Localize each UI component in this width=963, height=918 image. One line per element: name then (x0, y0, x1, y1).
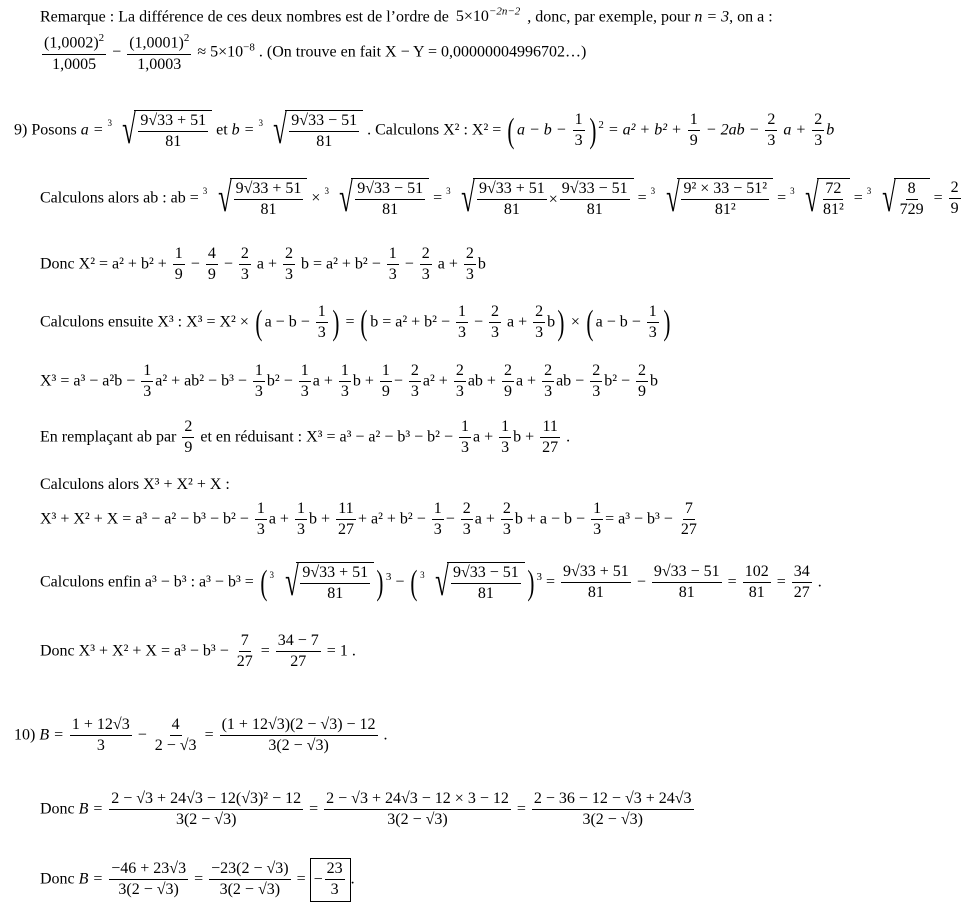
num: 1 (499, 418, 511, 438)
num: 7 (239, 632, 251, 652)
f1-num: (1,0002) (44, 34, 99, 52)
remarque-intro: Remarque : La différence de ces deux nombres est de l’ordre de (40, 8, 449, 26)
num: 9² × 33 − 51² (681, 180, 769, 200)
b-eq: B = (78, 870, 104, 888)
x2-inner: a − b − (595, 313, 641, 331)
calc-x3: Calculons ensuite X³ : X³ = X² × (40, 313, 249, 331)
den: 3 (254, 383, 263, 401)
den: 81² (714, 201, 736, 219)
den: 9 (950, 200, 959, 218)
den: 3 (300, 383, 309, 401)
den: 3 (457, 324, 466, 342)
den: 2 − √3 (154, 737, 197, 755)
num: 11 (336, 500, 355, 520)
den: 3 (502, 521, 511, 539)
num: 2 (454, 362, 466, 382)
num: 2 (636, 362, 648, 382)
den: 81 (477, 585, 494, 603)
num: 9√33 + 51 (300, 564, 370, 584)
num: 1 (253, 362, 265, 382)
num: 2 (420, 245, 432, 265)
num: 2 (502, 362, 514, 382)
root-den: 81 (316, 133, 333, 151)
q9-posons: 9) Posons a = 3 √ $\frac{9√33 + 51}{81}$ et b = 3 √ $\frac{9√33 - 51}{81}$ . Calculons X² : X² = ( a − b − $\frac{1}{3}$ ) $^2$ = a² + b² + $\frac{1}{9}$ − 2ab − $\frac{2}{3}$ a + $\frac{2}{3}$ b (14, 106, 835, 152)
den: 3 (767, 132, 776, 150)
eq: = (309, 800, 319, 818)
num: 2 (590, 362, 602, 382)
den: 3 (544, 383, 553, 401)
num: 2 (533, 303, 545, 323)
den: 729 (899, 201, 924, 219)
q9-label: 9) Posons (14, 121, 77, 139)
minus: − (395, 573, 405, 591)
calc-x2: . Calculons X² : X² = (367, 121, 502, 139)
num: 2 (283, 245, 295, 265)
num: 2 (409, 362, 421, 382)
a-plus: a + (783, 121, 807, 139)
x3-p7: a + (515, 372, 537, 390)
eq: = (260, 642, 270, 660)
num: 4 (206, 245, 218, 265)
approx-exp: −8 (243, 41, 255, 54)
sum-q6: = a³ − b³ − (605, 510, 673, 528)
num: 23 (325, 860, 345, 880)
num: 2 (812, 111, 824, 131)
final-res: = 1 . (326, 642, 356, 660)
den: 3(2 − √3) (175, 811, 237, 829)
den: 3 (317, 324, 326, 342)
den: 9 (174, 266, 183, 284)
root-den: 81 (165, 133, 182, 151)
num: 2 (489, 303, 501, 323)
num: 2 (182, 418, 194, 438)
num: 72 (823, 180, 843, 200)
num: 1 (299, 362, 311, 382)
b-eq: B = (78, 800, 104, 818)
eq: = (637, 189, 647, 207)
den: 3 (535, 324, 544, 342)
remarque-after2: , on a : (729, 8, 773, 26)
f1-sq: 2 (98, 32, 105, 44)
den: 9 (184, 439, 193, 457)
minus: − (393, 372, 403, 390)
f1-den: 1,0005 (52, 55, 97, 73)
q9-x3-expansion (40, 362, 658, 402)
a-var: a = (80, 121, 104, 139)
num: 2 (239, 245, 251, 265)
den: 3 (648, 324, 657, 342)
den: 3 (410, 383, 419, 401)
num: 1 (591, 500, 603, 520)
den: 3 (256, 521, 265, 539)
root-index: 3 (107, 118, 112, 128)
num: 2 (542, 362, 554, 382)
den: 81 (678, 584, 695, 602)
fraction-1-0001 (127, 32, 191, 74)
num: 9√33 + 51 (561, 563, 631, 583)
den: 81 (382, 201, 399, 219)
q9-calc-x3: Calculons ensuite X³ : X³ = X² × ( a − b − $\frac{1}{3}$ ) = ( b = a² + b² − $\frac{1}{3}$ − $\frac{2}{3}$ a + $\frac{2}{3}$ b) × ( a − b − $\frac{1}{3}$ ) (40, 303, 671, 343)
den: 3 (814, 132, 823, 150)
num: 1 (573, 111, 585, 131)
x2-form: b = a² + b² − (370, 313, 450, 331)
num: 1 (380, 362, 392, 382)
num: 9√33 − 51 (355, 180, 425, 200)
den: 3 (421, 266, 430, 284)
sum-q1: a + (268, 510, 289, 528)
f2-num: (1,0001) (129, 34, 184, 52)
x3-p6: ab + (467, 372, 496, 390)
a-plus: a + (472, 428, 494, 446)
boxed-result (310, 858, 351, 902)
num: 1 (456, 303, 468, 323)
num: 1 (688, 111, 700, 131)
den: 27 (337, 521, 354, 539)
q9-calc-sum (40, 476, 230, 494)
den: 3 (96, 737, 105, 755)
num: 9√33 − 51 (451, 564, 521, 584)
den: 3 (330, 881, 339, 899)
num: 1 (459, 418, 471, 438)
den: 3(2 − √3) (582, 811, 643, 829)
x2-inner: a − b − (517, 121, 567, 139)
den: 3 (388, 266, 397, 284)
den: 3 (491, 324, 499, 342)
num: 1 (316, 303, 328, 323)
order-exp: −2n−2 (488, 6, 521, 18)
calc-diff: Calculons enfin a³ − b³ : a³ − b³ = (40, 573, 254, 591)
x3-lhs: X³ = a³ − a²b − (40, 372, 136, 390)
b-eq: B = (39, 726, 64, 744)
q9-sum-line (40, 500, 701, 540)
num: −46 + 23√3 (109, 860, 188, 880)
eq: = (776, 573, 786, 591)
den: 3(2 − √3) (219, 881, 281, 899)
root-index: 3 (202, 186, 208, 196)
replace-intro: En remplaçant ab par (40, 428, 177, 446)
x3-p2: b² − (266, 372, 293, 390)
donc: Donc (40, 800, 75, 818)
den: 81² (822, 201, 844, 219)
a-plus: a + (507, 313, 528, 331)
num: 1 (432, 500, 444, 520)
den: 3 (460, 439, 469, 457)
f2-sq: 2 (183, 32, 190, 44)
minus-sign: − (112, 43, 122, 61)
x3-p5: a² + (422, 372, 448, 390)
sum-q5: b + a − b − (514, 510, 586, 528)
x2-inner: a − b − (264, 313, 310, 331)
q9-calc-diff: Calculons enfin a³ − b³ : a³ − b³ = ( 3 √ $\frac{9√33 + 51}{81}$ ) $^3$ − ( 3 √ $\frac{9√33 - 51}{81}$ ) $^3$ = $\frac{9√33 + 51}{81}$ − $\frac{9√33 - 51}{81}$ = $\frac{102}{81}$ = $\frac{34}{27}$ . (40, 558, 822, 604)
den: 3 (501, 439, 510, 457)
den: 3 (433, 521, 442, 539)
times: × (311, 189, 321, 207)
donc-final: Donc X³ + X² + X = a³ − b³ − (40, 642, 229, 660)
q10-label: 10) (14, 726, 36, 744)
order-base: 5×10 (455, 8, 489, 26)
eq: = (345, 313, 355, 331)
den: 3 (240, 266, 249, 284)
num: 1 (647, 303, 659, 323)
minus: − (404, 255, 414, 273)
num: 34 − 7 (276, 632, 321, 652)
den: 3 (462, 521, 471, 539)
num: 2 (501, 500, 513, 520)
cube: 3 (385, 571, 392, 584)
num: 7 (683, 500, 695, 520)
cube-root-b: 3 √ $\frac{9√33 - 51}{81}$ (264, 110, 363, 152)
minus: − (445, 510, 455, 528)
num: 2 (461, 500, 473, 520)
root-index: 3 (420, 570, 425, 580)
num: 2 (949, 179, 961, 199)
num: 34 (792, 563, 812, 583)
root-num: 9√33 + 51 (138, 112, 208, 132)
q9-calc-ab: Calculons alors ab : ab = 3 √ $\frac{9√33 + 51}{81}$ × 3 √ $\frac{9√33 - 51}{81}$ = 3 √ $\frac{9√33 + 51}{81}$ × $\frac{9√33 - 51}{81}$ = 3 √ $\frac{\text{9² × 33 − 51²}}{\text{81²}}$ = 3 √ $\frac{72}{\text{81²}}$ = 3 √ $\frac{8}{729}$ = $\frac{2}{9}$ (40, 174, 959, 220)
n-value: n = 3 (694, 8, 730, 26)
eq: = (194, 870, 204, 888)
x3-p10: b (650, 372, 659, 390)
num: −23(2 − √3) (209, 860, 290, 880)
num: 1 (387, 245, 399, 265)
den: 3(2 − √3) (387, 811, 448, 829)
den: 3 (574, 132, 583, 150)
minus: − (313, 870, 323, 888)
den: 81 (748, 584, 765, 602)
q9-donc-final (40, 632, 356, 672)
num: 2 (464, 245, 476, 265)
num: 1 + 12√3 (70, 716, 132, 736)
den: 81 (503, 201, 520, 219)
num: 9√33 + 51 (477, 180, 547, 200)
num: 2 − √3 + 24√3 − 12(√3)² − 12 (109, 790, 303, 810)
x2-rhs: = a² + b² + (607, 121, 682, 139)
num: 102 (743, 563, 771, 583)
den: 3(2 − √3) (268, 737, 329, 755)
num: 2 (765, 111, 777, 131)
minus: − (223, 255, 233, 273)
num: 2 − √3 + 24√3 − 12 × 3 − 12 (324, 790, 511, 810)
root-index: 3 (790, 186, 795, 196)
donc-x2: Donc X² = a² + b² + (40, 255, 167, 273)
minus: − (137, 726, 147, 744)
b-end: b (826, 121, 835, 139)
b-plus: b + (513, 428, 535, 446)
x3-p4: b + (352, 372, 374, 390)
den: 3(2 − √3) (118, 881, 179, 899)
den: 3 (455, 383, 464, 401)
a-plus: a + (256, 255, 277, 273)
den: 81 (587, 584, 604, 602)
donc: Donc (40, 870, 75, 888)
sum-lhs: X³ + X² + X = a³ − a² − b³ − b² − (40, 510, 249, 528)
num: 1 (339, 362, 351, 382)
calc-ab: Calculons alors ab : ab = (40, 189, 199, 207)
q10-line-3: Donc B = $\frac{-46 + 23√3}{3(2 - √3)}$ = $\frac{-23(2 - √3)}{3(2 - √3)}$ = − $\frac{23}{3}$ . (40, 858, 355, 902)
den: 27 (680, 521, 697, 539)
eq: = (933, 189, 943, 207)
den: 27 (793, 584, 810, 602)
remarque-after: , donc, par exemple, pour (527, 8, 691, 26)
num: 1 (141, 362, 153, 382)
minus: − (473, 313, 483, 331)
den: 9 (689, 132, 698, 150)
den: 27 (290, 653, 307, 671)
q9-replace: En remplaçant ab par $\frac{2}{9}$ et en réduisant : X³ = a³ − a² − b³ − b² − $\frac{1}{3}$ a + $\frac{1}{3}$ b + $\frac{11}{27}$ . (40, 418, 571, 457)
x3-p3: a + (312, 372, 333, 390)
root-index: 3 (650, 186, 656, 196)
b-var: b = (231, 121, 255, 139)
num: (1 + 12√3)(2 − √3) − 12 (220, 716, 378, 736)
minus: − (190, 255, 200, 273)
root-index: 3 (258, 118, 263, 128)
num: 11 (540, 418, 559, 438)
eq: = (433, 189, 443, 207)
eq: = (853, 189, 863, 207)
remarque-line-1 (40, 6, 773, 26)
b-end: b (547, 313, 556, 331)
eq: = (296, 870, 306, 888)
den: 27 (236, 653, 253, 671)
root-index: 3 (866, 186, 872, 196)
den: 3 (340, 383, 349, 401)
q10-line-2 (40, 790, 696, 830)
approx: ≈ 5×10 (197, 43, 244, 61)
found-value: . (On trouve en fait X − Y = 0,00000004996702…) (258, 43, 587, 61)
den: 3 (593, 521, 602, 539)
den: 3 (284, 266, 293, 284)
calc-sum: Calculons alors X³ + X² + X : (40, 476, 230, 493)
root-num: 9√33 − 51 (289, 112, 359, 132)
den: 3 (143, 383, 152, 401)
num: 2 − 36 − 12 − √3 + 24√3 (532, 790, 694, 810)
q10-line-1: 10) B = $\frac{1 + 12√3}{3}$ − $\frac{4}{2 - √3}$ = $\frac{(1 + 12√3)(2 - √3) - 12}{3(2 - √3)}$ . (14, 716, 388, 755)
den: 81 (586, 201, 603, 219)
times: × (548, 190, 558, 208)
num: 9√33 − 51 (560, 180, 630, 200)
times: × (570, 313, 580, 331)
x3-p9: b² − (604, 372, 631, 390)
den: 9 (381, 383, 390, 401)
b-end: b (477, 255, 486, 273)
et: et (216, 121, 228, 139)
remarque-line-2 (40, 32, 586, 74)
fraction-1-0002 (42, 32, 106, 74)
den: 9 (207, 266, 216, 284)
den: 3 (592, 383, 601, 401)
sum-q2: b + (308, 510, 330, 528)
eq: = (727, 573, 737, 591)
eq: = (204, 726, 214, 744)
root-index: 3 (446, 186, 451, 196)
den: 9 (503, 383, 512, 401)
eq: = (545, 573, 555, 591)
sq: 2 (598, 119, 604, 132)
den: 9 (638, 383, 647, 401)
root-index: 3 (269, 570, 274, 580)
num: 1 (255, 500, 267, 520)
num: 4 (170, 716, 182, 736)
num: 1 (295, 500, 307, 520)
num: 9√33 + 51 (234, 180, 304, 200)
donc-x2-mid: b = a² + b² − (300, 255, 381, 273)
replace-mid: et en réduisant : X³ = a³ − a² − b³ − b² − (200, 428, 453, 446)
den: 81 (260, 201, 277, 219)
den: 81 (327, 585, 344, 603)
den: 27 (542, 439, 559, 457)
q9-donc-x2 (40, 245, 486, 285)
num: 9√33 − 51 (652, 563, 722, 583)
f2-den: 1,0003 (137, 55, 182, 73)
x3-p8: ab − (556, 372, 585, 390)
eq: = (516, 800, 526, 818)
sum-q4: a + (474, 510, 495, 528)
root-index: 3 (324, 186, 329, 196)
cube: 3 (536, 571, 542, 584)
x2-rhs2: − 2ab − (705, 121, 760, 139)
den: 3 (465, 266, 474, 284)
minus: − (636, 573, 646, 591)
x3-p1: a² + ab² − b³ − (155, 372, 247, 390)
num: 1 (173, 245, 185, 265)
cube-root-a: 3 √ $\frac{9√33 + 51}{81}$ (113, 110, 212, 152)
a-plus: a + (437, 255, 458, 273)
eq: = (777, 189, 787, 207)
sum-q3: + a² + b² − (357, 510, 426, 528)
num: 8 (906, 180, 918, 200)
den: 3 (296, 521, 305, 539)
